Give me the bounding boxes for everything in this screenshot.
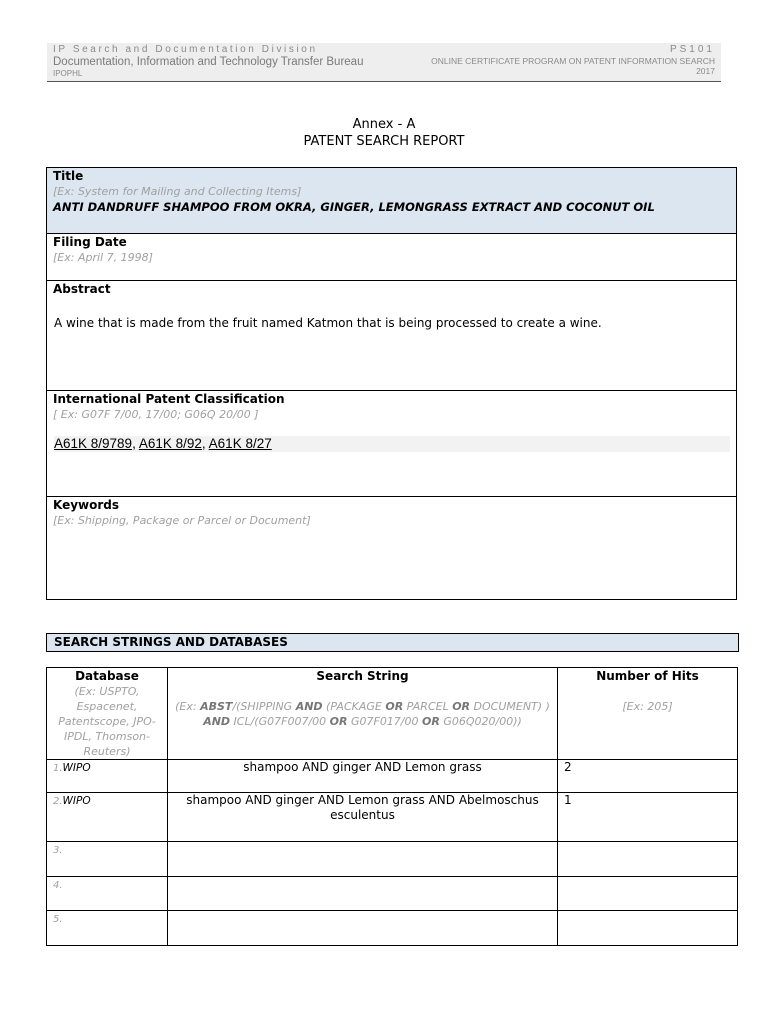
database-cell[interactable] [47,842,168,877]
search-string-cell[interactable]: shampoo AND ginger AND Lemon grass AND Abelmoschus esculentus [168,793,558,842]
ipc-section [47,391,736,497]
abstract-section [47,281,736,391]
example-text: G06Q020/00)) [439,715,522,728]
search-string-header [168,668,558,760]
database-column-example: (Ex: USPTO, Espacenet, Patentscope, JPO-IPDL, Thomson-Reuters) [58,685,156,758]
ipc-separator: , [132,436,139,451]
table-row [47,793,738,842]
row-number: 4. [53,880,63,891]
ipc-codes[interactable] [54,436,730,452]
search-string-cell[interactable] [168,842,558,877]
row-number: 2. [53,796,63,807]
database-cell[interactable] [47,911,168,946]
bureau-name: Documentation, Information and Technology Transfer Bureau [53,56,364,68]
hits-header [558,668,738,760]
example-operator: OR [422,715,440,728]
example-text: (PACKAGE [322,700,386,713]
program-name: ONLINE CERTIFICATE PROGRAM ON PATENT INFORMATION SEARCH [431,56,715,66]
search-string-column-label: Search String [316,669,409,683]
table-header-row [47,668,738,760]
database-cell[interactable] [47,760,168,793]
database-header [47,668,168,760]
database-cell[interactable] [47,877,168,911]
program-year: 2017 [696,66,715,76]
example-operator: AND [295,700,323,713]
filing-date-section [47,234,736,281]
search-string-cell[interactable] [168,877,558,911]
ipc-code[interactable]: A61K 8/92 [138,436,202,451]
abstract-value[interactable]: A wine that is made from the fruit named Katmon that is being processed to create a wine. [54,316,602,330]
ipc-label: International Patent Classification [53,392,285,406]
annex-label: Annex - A [352,117,416,132]
database-column-label: Database [75,669,139,683]
search-strings-heading: SEARCH STRINGS AND DATABASES [46,633,739,652]
ipc-separator: , [201,436,209,451]
division-name: IP Search and Documentation Division [53,44,318,55]
ipc-code[interactable]: A61K 8/27 [208,436,272,451]
course-code: PS101 [669,44,715,55]
keywords-section [47,497,736,599]
title-example: [Ex: System for Mailing and Collecting Items] [53,185,302,198]
row-number: 3. [53,845,63,856]
hits-cell[interactable] [558,877,738,911]
database-cell[interactable] [47,793,168,842]
abstract-label: Abstract [53,282,111,296]
hits-cell[interactable]: 2 [558,760,738,793]
hits-column-example: [Ex: 205] [622,700,673,713]
report-title: PATENT SEARCH REPORT [303,134,465,149]
hits-cell[interactable]: 1 [558,793,738,842]
title-label: Title [53,169,84,183]
search-string-cell[interactable]: shampoo AND ginger AND Lemon grass [168,760,558,793]
filing-date-example[interactable]: [Ex: April 7, 1998] [53,251,153,264]
filing-date-label: Filing Date [53,235,127,249]
example-operator: AND [203,715,231,728]
header-right [431,44,715,76]
database-value: WIPO [62,762,91,774]
ipc-code[interactable]: A61K 8/9789 [54,436,133,451]
title-value[interactable]: ANTI DANDRUFF SHAMPOO FROM OKRA, GINGER, LEMONGRASS EXTRACT AND COCONUT OIL [53,200,655,214]
example-text: DOCUMENT) ) [470,700,550,713]
hits-column-label: Number of Hits [596,669,699,683]
row-number: 5. [53,914,63,925]
example-text: PARCEL [403,700,453,713]
office-name: IPOPHL [53,69,83,78]
search-results-table [46,667,738,946]
example-text: (Ex: [175,700,201,713]
patent-form [46,167,737,600]
database-value: WIPO [62,795,91,807]
hits-cell[interactable] [558,842,738,877]
hits-cell[interactable] [558,911,738,946]
example-operator: OR [385,700,404,713]
example-text: G07F017/00 [347,715,423,728]
example-field: ABST [200,700,233,713]
ipc-example: [ Ex: G07F 7/00, 17/00; G06Q 20/00 ] [53,408,259,421]
table-row [47,911,738,946]
row-number: 1. [53,763,63,774]
table-row [47,760,738,793]
page-header [47,43,721,82]
example-operator: OR [452,700,471,713]
header-left [53,44,363,79]
search-string-column-example [174,699,551,729]
example-text: /(SHIPPING [232,700,296,713]
keywords-example[interactable]: [Ex: Shipping, Package or Parcel or Document] [53,514,311,527]
example-operator: OR [329,715,348,728]
table-row [47,842,738,877]
search-string-cell[interactable] [168,911,558,946]
example-text: ICL/(G07F007/00 [230,715,330,728]
title-section [47,168,736,234]
table-row [47,877,738,911]
keywords-label: Keywords [53,498,120,512]
